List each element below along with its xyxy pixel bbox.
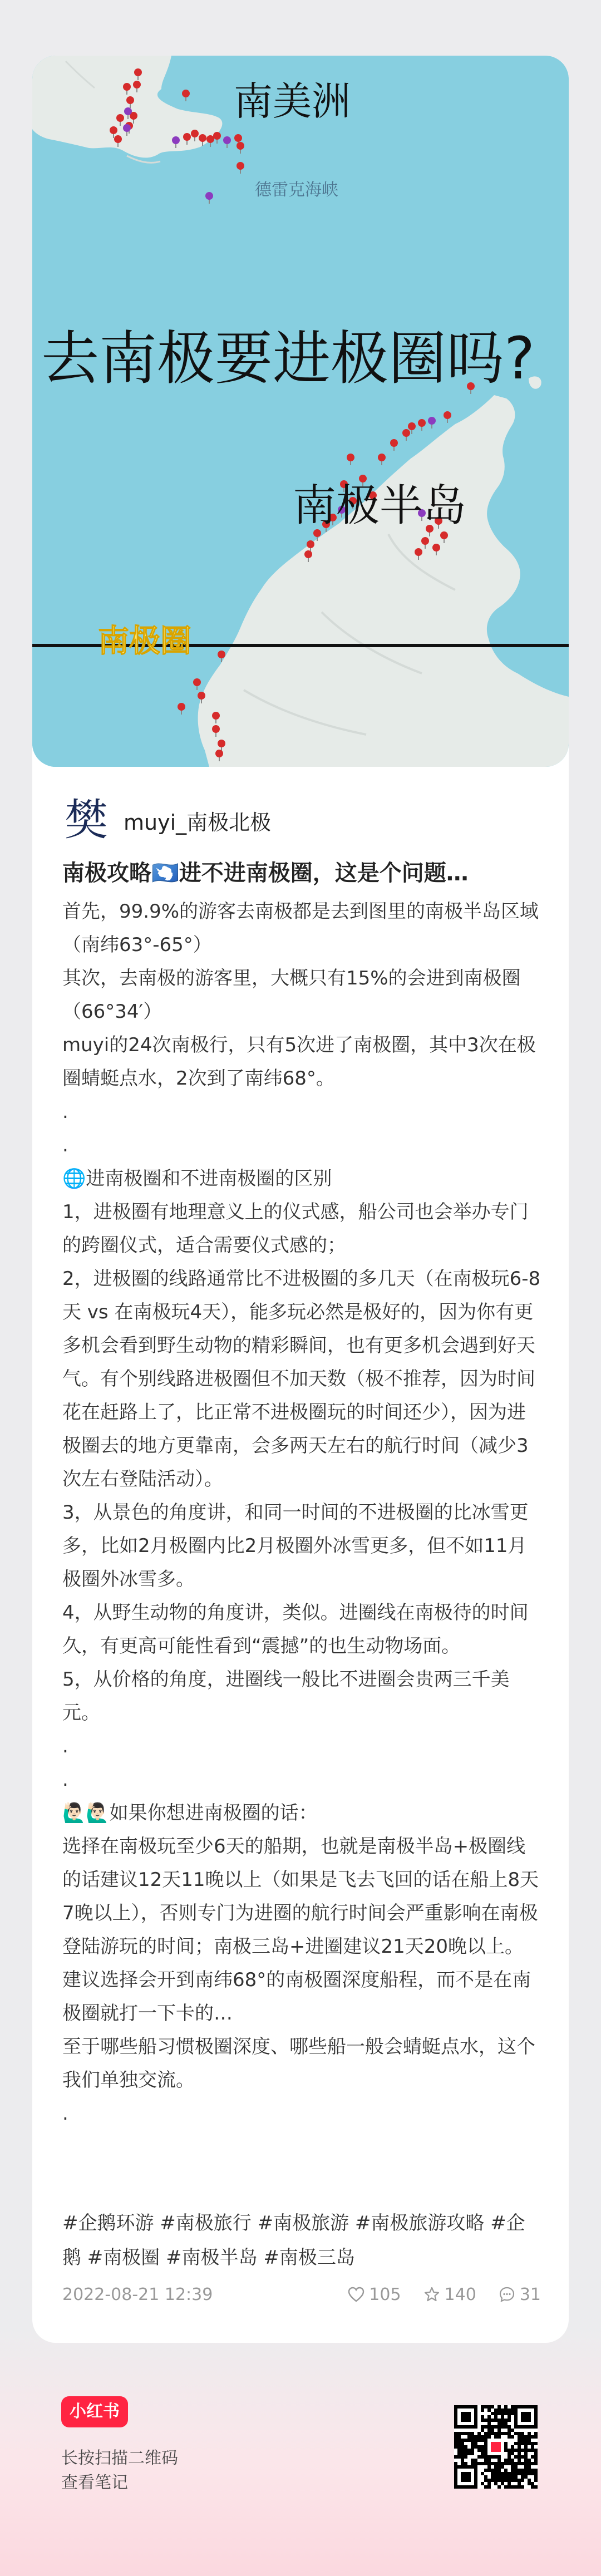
map-label-antarctic-circle: 南极圈 (98, 623, 191, 659)
post-paragraph: 首先，99.9%的游客去南极都是去到图里的南极半岛区域（南纬63°-65°） (62, 900, 539, 956)
like-count: 105 (369, 2284, 401, 2304)
author-name[interactable]: muyi_南极北极 (124, 810, 272, 835)
qr-hint-line: 查看笔记 (61, 2473, 128, 2493)
xiaohongshu-logo: 小红书 (61, 2396, 128, 2427)
post-paragraph: . (62, 1769, 68, 1791)
post-date: 2022-08-21 12:39 (62, 2284, 213, 2304)
cover-map-image[interactable] (32, 56, 569, 767)
qr-code[interactable] (454, 2405, 538, 2489)
post-paragraph: 4，从野生动物的角度讲，类似。进圈线在南极待的时间久，有更高可能性看到“震撼”的也生动物场面。 (62, 1602, 529, 1657)
map-label-south-america: 南美洲 (234, 78, 351, 124)
qr-hint (61, 2446, 178, 2495)
comment-button[interactable] (499, 2285, 541, 2304)
post-paragraph: 其次，去南极的游客里，大概只有15%的会进到南极圈（66°34′） (62, 967, 521, 1023)
avatar[interactable]: 樊 (64, 795, 108, 845)
post-content (62, 857, 541, 2130)
collect-button[interactable] (423, 2285, 476, 2304)
post-paragraph: 1，进极圈有地理意义上的仪式感，船公司也会举办专门的跨圈仪式，适合需要仪式感的； (62, 1201, 529, 1257)
cover-headline: 去南极要进极圈吗? (41, 324, 535, 392)
qr-code-graphic (454, 2405, 538, 2489)
map-label-antarctic-peninsula: 南极半岛 (293, 481, 467, 531)
post-paragraph: 🙋🏻‍♂️🙋🏻‍♂️如果你想进南极圈的话： (62, 1802, 318, 1824)
post-meta-row (62, 2281, 541, 2308)
post-paragraph: 🌐进南极圈和不进南极圈的区别 (62, 1168, 332, 1190)
post-paragraph: . (62, 1101, 68, 1123)
post-paragraph: . (62, 2102, 68, 2125)
qr-hint-line: 长按扫描二维码 (61, 2449, 178, 2468)
post-paragraph: 3，从景色的角度讲，和同一时间的不进极圈的比冰雪更多，比如2月极圈内比2月极圈外冰雪更多，但不如11月极圈外冰雪多。 (62, 1501, 529, 1590)
collect-count: 140 (444, 2284, 476, 2304)
map-label-drake-passage: 德雷克海峡 (255, 180, 338, 200)
post-paragraph: 5，从价格的角度，进圈线一般比不进圈会贵两三千美元。 (62, 1668, 510, 1724)
author-row[interactable] (62, 795, 535, 846)
post-paragraph: 选择在南极玩至少6天的船期，也就是南极半岛+极圈线的话建议12天11晚以上（如果是飞去飞回的话在船上8天7晚以上），否则专门为进圈的航行时间会严重影响在南极登陆游玩的时间；南极三岛+进圈建议21天20晚以上。 (62, 1835, 539, 1958)
star-icon (423, 2286, 440, 2303)
post-paragraph: 2，进极圈的线路通常比不进极圈的多几天（在南极玩6-8天 vs 在南极玩4天），能多玩必然是极好的，因为你有更多机会看到野生动物的精彩瞬间，也有更多机会遇到好天气。有个别线路进极圈但不加天数（极不推荐，因为时间花在赶路上了，比正常不进极圈玩的时间还少），因为进极圈去的地方更靠南，会多两天左右的航行时间（减少3次左右登陆活动）。 (62, 1268, 541, 1490)
post-paragraph: . (62, 1134, 68, 1156)
post-paragraph: 建议选择会开到南纬68°的南极圈深度船程，而不是在南极圈就打一下卡的… (62, 1969, 531, 2025)
like-button[interactable] (348, 2285, 401, 2304)
post-tags[interactable]: #企鹅环游 #南极旅行 #南极旅游 #南极旅游攻略 #企鹅 #南极圈 #南极半岛 #南极三岛 (62, 2212, 525, 2269)
heart-icon (348, 2287, 364, 2302)
post-paragraph: 至于哪些船习惯极圈深度、哪些船一般会蜻蜓点水，这个我们单独交流。 (62, 2036, 535, 2091)
note-card (32, 56, 569, 2343)
post-title: 南极攻略🇦🇶进不进南极圈，这是个问题… (62, 860, 469, 886)
post-paragraph: . (62, 1735, 68, 1757)
comment-count: 31 (519, 2284, 541, 2304)
post-paragraph: muyi的24次南极行，只有5次进了南极圈，其中3次在极圈蜻蜓点水，2次到了南纬68°。 (62, 1034, 536, 1090)
comment-icon (499, 2286, 515, 2303)
